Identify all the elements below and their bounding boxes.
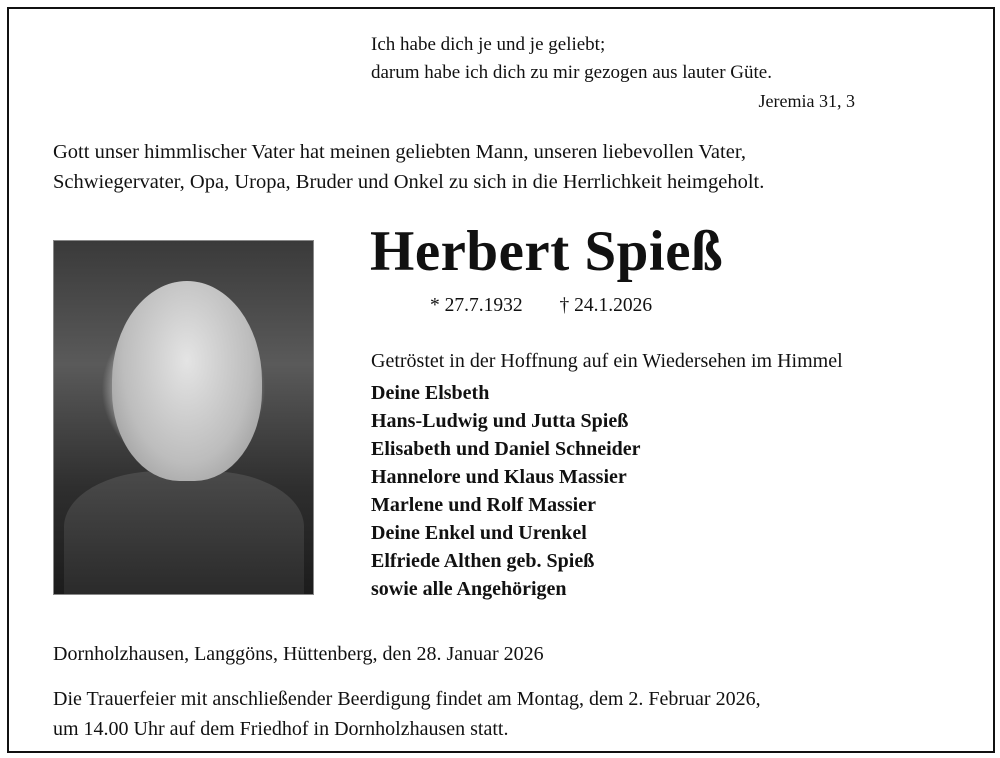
consolation-text: Getröstet in der Hoffnung auf ein Wiedersehen im Himmel — [371, 350, 843, 372]
list-item: Hannelore und Klaus Massier — [371, 466, 627, 488]
intro-text — [53, 137, 764, 197]
verse-line-2: darum habe ich dich zu mir gezogen aus lauter Güte. — [371, 62, 772, 83]
deceased-name: Herbert Spieß — [370, 220, 724, 283]
place-and-date: Dornholzhausen, Langgöns, Hüttenberg, den 28. Januar 2026 — [53, 643, 544, 665]
list-item: Deine Elsbeth — [371, 382, 490, 404]
verse-reference: Jeremia 31, 3 — [758, 91, 855, 111]
list-item: Hans-Ludwig und Jutta Spieß — [371, 410, 629, 432]
list-item: sowie alle Angehörigen — [371, 578, 567, 600]
intro-line-2: Schwiegervater, Opa, Uropa, Bruder und Onkel zu sich in die Herrlichkeit heimgeholt. — [53, 171, 765, 193]
portrait-face — [112, 281, 262, 481]
death-date: † 24.1.2026 — [559, 295, 653, 316]
list-item: Marlene und Rolf Massier — [371, 494, 596, 516]
mourners-list — [371, 379, 641, 603]
intro-line-1: Gott unser himmlischer Vater hat meinen geliebten Mann, unseren liebevollen Vater, — [53, 141, 746, 163]
list-item: Elisabeth und Daniel Schneider — [371, 438, 641, 460]
portrait-photo — [53, 240, 314, 595]
list-item: Elfriede Althen geb. Spieß — [371, 550, 595, 572]
funeral-line-1: Die Trauerfeier mit anschließender Beerdigung findet am Montag, dem 2. Februar 2026, — [53, 688, 761, 710]
life-dates — [430, 295, 684, 317]
funeral-info — [53, 684, 761, 744]
portrait-shoulders — [64, 471, 304, 595]
bible-verse — [371, 31, 855, 111]
funeral-line-2: um 14.00 Uhr auf dem Friedhof in Dornholzhausen statt. — [53, 718, 509, 740]
birth-date: * 27.7.1932 — [430, 295, 523, 316]
list-item: Deine Enkel und Urenkel — [371, 522, 587, 544]
verse-line-1: Ich habe dich je und je geliebt; — [371, 34, 606, 55]
